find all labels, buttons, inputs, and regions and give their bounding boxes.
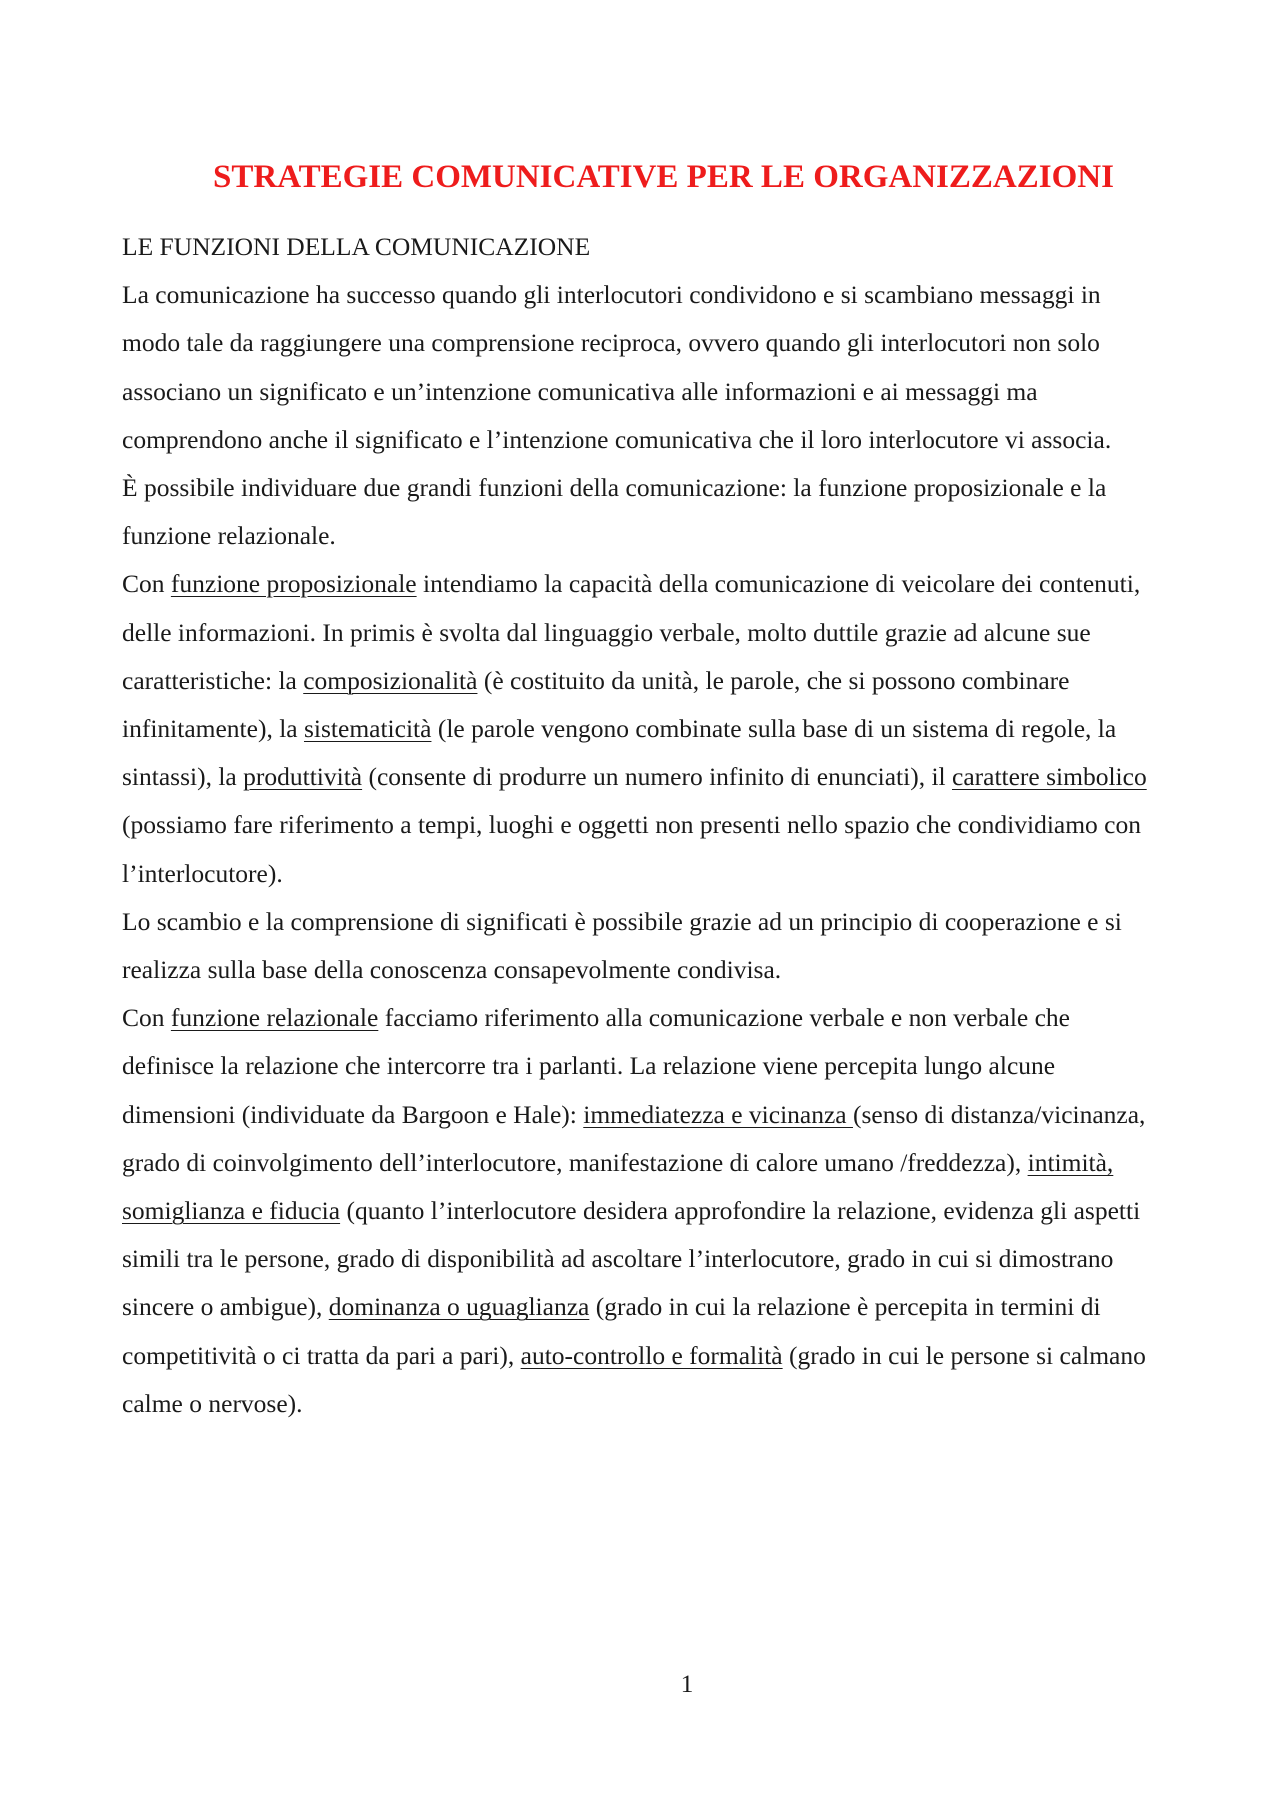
- text-run: (senso di distanza/vicinanza, grado di coinvolgimento dell’interlocutore, manifestazione di calore umano /freddezza),: [122, 1099, 1146, 1177]
- text-run: Con: [122, 1003, 171, 1033]
- text-run: Con: [122, 569, 171, 599]
- text-run: intendiamo la capacità della comunicazione di veicolare dei contenuti, delle informazioni. In primis è svolta dal linguaggio verbale, molto duttile grazie ad alcune sue caratteristiche: la: [122, 569, 1141, 695]
- underlined-term-systematicity: sistematicità: [303, 714, 432, 744]
- text-run: (grado in cui le persone si calmano calme o nervose).: [122, 1340, 1146, 1418]
- document-body: [122, 223, 1162, 1428]
- underlined-term-productivity: produttività: [243, 762, 363, 792]
- paragraph-cooperation: Lo scambio e la comprensione di significati è possibile grazie ad un principio di cooperazione e si realizza sulla base della conoscenza consapevolmente condivisa.: [122, 906, 1122, 985]
- paragraph-communication-success: La comunicazione ha successo quando gli interlocutori condividono e si scambiano messaggi in modo tale da raggiungere una comprensione reciproca, ovvero quando gli interlocutori non solo associano un significato e un’intenzione comunicativa alle informazioni e ai messaggi ma comprendono anche il significato e l’intenzione comunicativa che il loro interlocutore vi associa.: [122, 280, 1112, 454]
- section-heading: LE FUNZIONI DELLA COMUNICAZIONE: [122, 232, 591, 261]
- text-run: (le parole vengono combinate sulla base di un sistema di regole, la sintassi), la: [122, 714, 1117, 792]
- underlined-term-compositionality: composizionalità: [303, 665, 478, 695]
- text-run: facciamo riferimento alla comunicazione verbale e non verbale che definisce la relazione che intercorre tra i parlanti. La relazione viene percepita lungo alcune dimensioni (individuate da Bargoon e Hale):: [122, 1003, 1071, 1129]
- underlined-term-immediacy: immediatezza e vicinanza: [583, 1099, 853, 1129]
- page-number: 1: [680, 1669, 694, 1698]
- paragraph-propositional-function: [122, 560, 1162, 897]
- text-run: (è costituito da unità, le parole, che si possono combinare infinitamente), la: [122, 665, 1070, 744]
- underlined-term-symbolic-character: carattere simbolico: [952, 762, 1147, 792]
- paragraph-two-functions: È possibile individuare due grandi funzioni della comunicazione: la funzione proposizionale e la funzione relazionale.: [122, 473, 1107, 551]
- underlined-term-propositional-function: funzione proposizionale: [170, 569, 417, 599]
- underlined-term-relational-function: funzione relazionale: [170, 1003, 379, 1033]
- paragraph-relational-function: [122, 994, 1162, 1428]
- text-run: (grado in cui la relazione è percepita in termini di competitività o ci tratta da pari a pari),: [122, 1292, 1101, 1370]
- document-title: STRATEGIE COMUNICATIVE PER LE ORGANIZZAZIONI: [213, 159, 1114, 195]
- underlined-term-dominance: dominanza o uguaglianza: [328, 1292, 590, 1322]
- underlined-term-intimacy: intimità, somiglianza e fiducia: [122, 1147, 1114, 1226]
- text-run: (possiamo fare riferimento a tempi, luoghi e oggetti non presenti nello spazio che condividiamo con l’interlocutore).: [122, 810, 1142, 888]
- text-run: (consente di produrre un numero infinito di enunciati), il: [362, 762, 952, 792]
- underlined-term-self-control: auto-controllo e formalità: [520, 1340, 783, 1370]
- text-run: (quanto l’interlocutore desidera approfondire la relazione, evidenza gli aspetti simili tra le persone, grado di disponibilità ad ascoltare l’interlocutore, grado in cui si dimostrano sincere o ambigue),: [122, 1196, 1141, 1322]
